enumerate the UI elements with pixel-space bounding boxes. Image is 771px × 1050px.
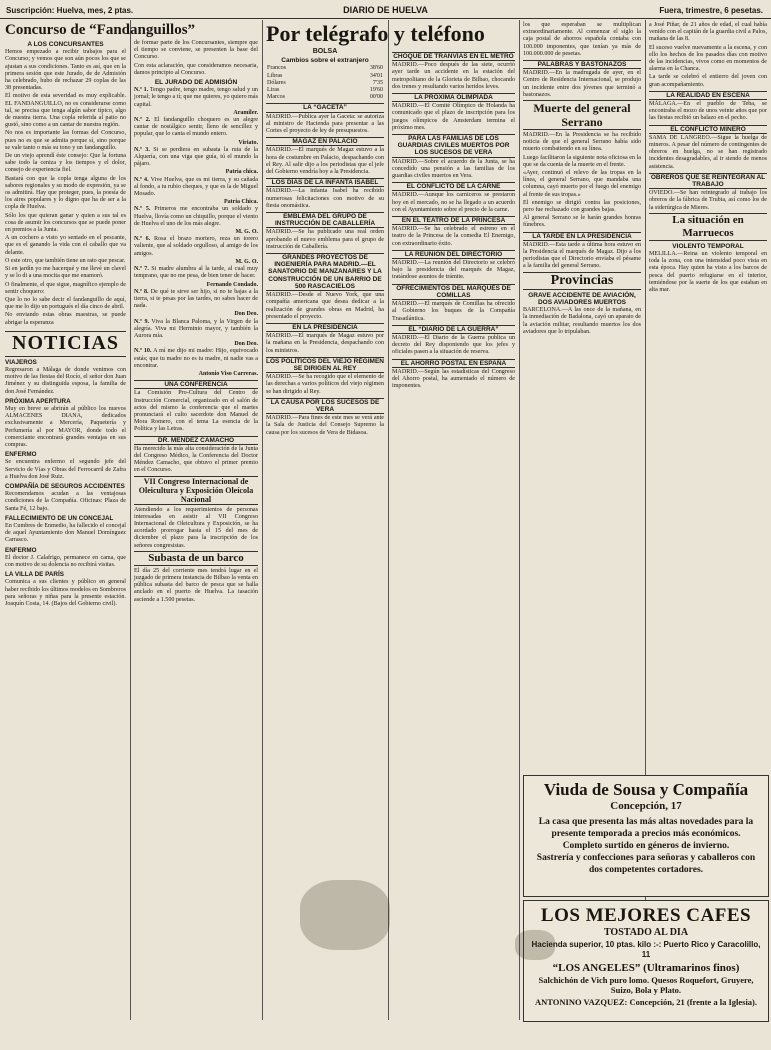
serrano-paragraph: Al general Serrano se le harán grandes honras fúnebres. xyxy=(523,215,641,229)
mendez-text: Ha merecido la más alta consideración de la Junta del Congreso Médico, la Conferencia del Doctor Méndez Camacho, que obtuvo el primer premio en el Concurso. xyxy=(134,445,258,474)
serrano-body xyxy=(523,132,641,230)
news-heading: EN EL TEATRO DE LA PRINCESA xyxy=(392,216,515,225)
copla-text: El fandanguillo choquero es un alegre cantar de nostálgico sentir, lleno de sencillez y popular, que lo canta el mundo entero. xyxy=(134,117,259,138)
contest-paragraph: Hemos empezado a recibir trabajos para el Concurso; y vemos que son aún pocos los que se ajustan a sus condiciones. Tanto es así, que en la primera sesión que este Jurado, de de Admisión ha celebrado, hubo de rechazar 29 coplas de las 38 presentadas. xyxy=(5,49,126,92)
copla-text: Tengo padre, tengo madre, tengo salud y un jornal; le tengo a tí; que me quieres, yo quiero más capital. xyxy=(134,87,258,108)
subasta-heading: Subasta de un barco xyxy=(134,551,258,566)
bolsa-value: 00'00 xyxy=(369,94,383,101)
copla-text: Vive Huelva, que es mi tierra, y su cañada al fondo, a tu rubio cheques, y que es la de Miguel Mosado. xyxy=(134,176,258,198)
bolsa-row xyxy=(266,80,384,87)
news-items xyxy=(266,103,384,436)
copla-number: N.º 2. xyxy=(134,117,151,124)
masthead-subscription: Suscripción: Huelva, mes, 2 ptas. xyxy=(6,6,134,15)
marruecos-text: MELILLA.—Reina un violento temporal en toda la zona, con una intensidad poco vista en esta época. Hay quien ha visto a los barcos de pesca del puerto refugiarse en el interior, temiéndose por la suerte de los que estaban en alta mar. xyxy=(649,251,767,294)
news-heading: LA PRÓXIMA OLIMPÍADA xyxy=(392,93,515,102)
copla-entry xyxy=(134,206,258,228)
copla-signature: M. G. O. xyxy=(235,258,258,265)
column-rule xyxy=(519,20,520,1020)
copla-number: N.º 5. xyxy=(134,206,151,213)
copla-signature: Fernando Condado. xyxy=(206,281,258,288)
news-text: MADRID.—Según las estadísticas del Congreso del Ahorro postal, ha aumentado el número de imponentes. xyxy=(392,368,515,390)
column-rule xyxy=(262,20,263,1020)
news-text: MADRID.—El marqués de Magaz estuvo por la mañana en la Presidencia, despachando con los ministros. xyxy=(266,333,384,354)
ad1-address: Concepción, 17 xyxy=(610,800,682,812)
contest-paragraph: Si en jardín yo me hacerqué y me llevé un clavel y se lo di a una mocita que me enamoró. xyxy=(5,266,126,280)
ad-mejores-cafes xyxy=(523,900,769,1022)
paragraph: La tarde se celebró el entierro del joven con gran acompañamiento. xyxy=(649,74,767,88)
contest-paragraph: El motivo de esta severidad es muy explicable. EL FANDANGUILLO, no es considerarse como tal, se precisa que tenga algún sabor típico, algo de nuestra tierra. Una copla referida al patio no gustó, sino como a un cantar de nuestra región. xyxy=(5,93,126,129)
copla-number: N.º 3. xyxy=(134,146,150,153)
news-text: MADRID.—Poco después de las siete, ocurrió ayer tarde un accidente en la estación del metropolitano de la Glorieta de Bilbao, chocando dos trenes y resultando varios heridos leves. xyxy=(392,62,515,90)
news-heading: LA “GACETA” xyxy=(266,103,384,112)
copla-text: Primeros me encontraba un soldado y Huelva, llovía como un chiquillo, porque el viento de Huelva el uno de los más alegre. xyxy=(134,206,258,227)
news-heading: EN LA PRESIDENCIA xyxy=(266,323,384,332)
news-text: MADRID.—El Comité Olímpico de Holanda ha comunicado que el plazo de inscripción para los juegos olímpicos de Amsterdam termina el próximo mes. xyxy=(392,103,515,131)
bolsa-value: 34'01 xyxy=(369,72,383,79)
bolsa-value: 38'60 xyxy=(369,65,383,72)
copla-entry xyxy=(134,319,258,341)
contest-paragraph: De un viejo aprendí éste consejo: Que la fortuna sabe todo la ceniza y los tiempos y el dolor, consejo de experiencia fiel. xyxy=(5,153,126,174)
news-items xyxy=(392,52,515,390)
contest-paragraph: Bastará con que la copla tenga alguna de los sabores regionales y su modo de expresión, ya se os admitirá. Hay que proteger, pues, la poesía de los aires populares y lo digno que ha de ser a la copla de Huelva. xyxy=(5,175,126,211)
copla-signature: Viriato. xyxy=(238,139,258,146)
noticia-heading: COMPAÑÍA DE SEGUROS ACCIDENTES xyxy=(5,482,125,490)
bolsa-currency: Liras xyxy=(267,87,280,94)
serrano-paragraph: Luego facilitaron la siguiente nota oficiosa en la que se da cuenta de la muerte en el frente. xyxy=(523,154,641,168)
copla-text: Viva la Blanca Paloma, y la Virgen de la alegría. Viva mi Herminio mayor, y también la Aurora mía. xyxy=(134,318,258,339)
copla-signature: Antonio Viso Carreras. xyxy=(198,370,258,377)
marruecos-heading: VIOLENTO TEMPORAL xyxy=(672,242,744,250)
mendez-heading: DR. MENDEZ CAMACHO xyxy=(134,436,258,445)
copla-number: N.º 10. xyxy=(134,348,152,355)
ad2-line-2: Salchichón de Vich puro lomo. Quesos Roquefort, Gruyere, Suizo, Bola y Plato. xyxy=(538,975,754,995)
copla-text: Si se perdiera en subasta la ruta de la Alquería, con una viga que guía, tú el mundo la pájaro. xyxy=(134,146,258,168)
contest-paragraph: Que lo no lo sabe decir el fandanguillo de aquí, que me lo dijo un portugués el día cinco de abril. xyxy=(5,296,126,311)
copla-entry xyxy=(134,266,258,280)
noticia-heading: ENFERMO xyxy=(5,451,37,459)
bolsa-row xyxy=(266,65,384,72)
news-heading: LOS DÍAS DE LA INFANTA ISABEL xyxy=(266,178,384,187)
conferencia-heading: UNA CONFERENCIA xyxy=(134,380,258,389)
contest-paragraph: O este otro, que también tiene un rato que pescar. xyxy=(5,257,126,264)
contest-title: Concurso de “Fandanguillos” xyxy=(5,22,196,38)
noticia-heading: VIAJEROS xyxy=(5,358,37,366)
intro-paragraph: de formar parte de los Concursantes, siempre que el tiempo se conviene, se presenten la base del Concurso. xyxy=(134,40,258,61)
news-items xyxy=(523,60,641,99)
copla-signature: M. G. O. xyxy=(235,229,258,236)
provincias-title: Provincias xyxy=(523,272,641,290)
telegrafo-title: Por telégrafo y teléfono xyxy=(266,21,485,46)
news-heading: LA CAUSA POR LOS SUCESOS DE VERA xyxy=(266,398,384,414)
coplas-list xyxy=(134,87,258,378)
news-heading: GRANDES PROYECTOS DE INGENIERÍA PARA MADRID.—EL SANATORIO DE MANZANARES Y LA CONSTRUCCIÓN DE UN BARRIO DE 500 RASCACIELOS xyxy=(266,253,384,291)
copla-signature: Don Deo. xyxy=(234,311,258,318)
marruecos-title: La situación en Marruecos xyxy=(649,213,767,241)
news-heading: LA REUNIÓN DEL DIRECTORIO xyxy=(392,250,515,259)
bolsa-subheading: Cambios sobre el extranjero xyxy=(281,57,369,65)
contest-paragraph: O finalmente, el que sigue, magnífico ejemplo de sentir choquero: xyxy=(5,281,126,295)
news-text: MADRID.—Sobre el acuerdo de la Junta, se ha concedido una pensión a las familias de los guardias civiles muertos en Vera. xyxy=(392,158,515,180)
copla-signature: Patria chica. xyxy=(225,169,258,176)
copla-number: N.º 7. xyxy=(134,266,149,273)
news-text: MADRID.—El Diario de la Guerra publica un decreto del Rey disponiendo que los jefes y oficiales pasen a la situación de reserva. xyxy=(392,334,515,356)
contest-paragraph: No nos es importante las formas del Concurso, pues no es que se admita porque sí, sino porque se vale tanto o más su tono y un fandanguillo. xyxy=(5,130,126,151)
bolsa-value: 7'35 xyxy=(372,79,383,86)
noticia-heading: PRÓXIMA APERTURA xyxy=(5,397,71,405)
news-heading: EL “DIARIO DE LA GUERRA” xyxy=(392,325,515,334)
copla-entry xyxy=(134,236,258,258)
copla-number: N.º 8. xyxy=(134,288,149,295)
news-text: MADRID.—En la madrugada de ayer, en el Centro de Residencia Internacional, se produjo un incidente entre dos jóvenes que terminó a bastonazos. xyxy=(523,70,641,98)
news-heading: PARA LAS FAMILIAS DE LOS GUARDIAS CIVILES MUERTOS POR LOS SUCESOS DE VERA xyxy=(392,134,515,158)
ad2-title: LOS MEJORES CAFES xyxy=(540,905,752,926)
column-5 xyxy=(523,22,641,782)
column-4 xyxy=(392,50,515,1050)
copla-entry xyxy=(134,117,258,139)
column-2 xyxy=(134,40,258,1040)
serrano-paragraph: El enemigo se dirigió contra las posiciones, pero fue rechazado con grandes bajas. xyxy=(523,199,641,214)
news-heading: EL AHORRO POSTAL EN ESPAÑA xyxy=(392,359,515,368)
bolsa-currency: Marcos xyxy=(267,94,285,101)
contest-paragraph: A un cochero a visto yo sentado en el pescante, que es el ganando la vida con el caballo que va delante. xyxy=(5,235,126,256)
tarde-text: MADRID.—Esta tarde a última hora estuvo en la Presidencia el marqués de Magaz. Dijo a los periodistas que el Directorio enviaba el pésame a la familia del general Serrano. xyxy=(523,241,641,270)
bolsa-row xyxy=(266,87,384,94)
news-text: MADRID.—Publica ayer la Gaceta: se autoriza al ministro de Hacienda para presentar a las Cortes el proyecto de ley de presupuestos. xyxy=(266,113,384,135)
noticia-text: Comunica a sus clientes y público en general haber recibido los últimos modelos en Sombreros para señoras y niñas para la presente estación. Joaquín Costa, 14. (Bajos del Gobierno civil). xyxy=(5,579,126,608)
news-text: MADRID.—El marqués de Magaz estuvo a la hora de costumbre en Palacio, despachando con el Rey. Al salir dijo a los periodistas que el jefe del Gobierno vendría hoy a la Presidencia. xyxy=(266,147,384,176)
news-text: MADRID.—Se ha celebrado el estreno en el teatro de la Princesa de la comedia El Enemigo, con extraordinario éxito. xyxy=(392,226,515,247)
noticia-heading: ENFERMO xyxy=(5,546,37,554)
bolsa-currency: Libras xyxy=(267,72,283,79)
ad1-line-3: Sastrería y confecciones para señoras y caballeros con dos competentes cortadores. xyxy=(536,853,756,875)
paragraph: a José Piñar, de 21 años de edad, el cual había venido con el capitán de la guardia civil a Palos, mañana de las 8. xyxy=(649,22,767,43)
noticia-text: Regresaron a Málaga de donde venimos con motivo de las fiestas del Rocío, el señor don Juan Jiménez y su distinguida esposa, la familia de don José Fernández. xyxy=(5,366,126,395)
obreros-heading: OBREROS QUE SE REINTEGRAN AL TRABAJO xyxy=(650,173,766,189)
news-text: MADRID.—Para fines de este mes se verá ante la Sala de Justicia del Consejo Supremo la causa por los sucesos de Vera de Bidasoa. xyxy=(266,415,384,436)
bolsa-currency: Dólares xyxy=(267,79,286,86)
copla-signature: Don Deo. xyxy=(234,341,258,348)
copla-text: De qué te sirve ser hijo, si no te bajas a la tierra, si te pesas por las tardes, no sabes hacer de nada. xyxy=(134,288,259,310)
conferencia-text: La Comisión Pro-Cultura del Centro de Instrucción Comercial, organizado en el salón de actos del mismo la conferencia que el martes pronunciará el culto sacerdote don Manuel de Mora Romero, con el tema La esencia de la Política y las Letras. xyxy=(134,390,258,433)
news-text: MADRID.—Aunque los carniceros se prestaron hoy en el mercado, no se ha llegado a un acuerdo con el Ayuntamiento sobre el precio de la carne. xyxy=(392,192,515,213)
masthead-price: Fuera, trimestre, 6 pesetas. xyxy=(659,6,763,15)
copla-number: N.º 1. xyxy=(134,87,149,94)
noticia-text: En Cumbres de Enmedio, ha fallecido el concejal de aquel Ayuntamiento don Manuel Domínguez Carrasco. xyxy=(5,522,126,544)
news-heading: MAGAZ EN PALACIO xyxy=(266,137,384,146)
column-6 xyxy=(649,22,767,782)
conflicto-text: SAMA DE LANGREO.—Sigue la huelga de mineros. A pesar del número de contingentes de obreros en huelga, no se han registrado incidentes desagradables, al ir siendo de menos asistencia. xyxy=(649,134,767,170)
news-heading: OFRECIMIENTOS DEL MARQUÉS DE COMILLAS xyxy=(392,284,515,300)
rocio-text: MÁLAGA.—En el pueblo de Teba, se encontraba el mozo de unos veinte años que por las fiestas recibió un balazo en el pecho. xyxy=(649,101,767,122)
masthead-title: DIARIO DE HUELVA xyxy=(343,5,428,15)
obreros-text: OVIEDO.—Se han reintegrado al trabajo los obreros de la fábrica de Trubia, así como los de la siderúrgica de Mieres. xyxy=(649,190,767,211)
news-text: MADRID.—Se ha publicado una real orden aprobando el nuevo emblema para el grupo de instrucción de Caballería. xyxy=(266,229,384,250)
congreso-heading: VII Congreso Internacional de Oleicultura y Exposición Oleícola Nacional xyxy=(134,476,258,505)
jurado-heading: EL JURADO DE ADMISIÓN xyxy=(154,79,238,87)
contest-body xyxy=(5,49,126,327)
copla-number: N.º 4. xyxy=(134,176,149,183)
continuation xyxy=(649,22,767,89)
news-heading: EL CONFLICTO DE LA CARNE xyxy=(392,182,515,191)
copla-entry xyxy=(134,87,258,109)
column-rule xyxy=(388,20,389,1020)
bolsa-heading: BOLSA xyxy=(312,48,338,55)
ad2-subtitle: TOSTADO AL DIA xyxy=(603,927,689,938)
bolsa-row xyxy=(266,94,384,101)
news-text: MADRID.—La reunión del Directorio se celebró bajo la presidencia del marqués de Magaz, tratándose asuntos de trámite. xyxy=(392,260,515,281)
conflicto-heading: EL CONFLICTO MINERO xyxy=(649,125,767,134)
noticia-heading: LA VILLA DE PARÍS xyxy=(5,571,64,579)
serrano-paragraph: «Ayer, continuó el relevo de las tropas en la línea, el general Serrano, que mandaba una columna, cayó muerto por el fuego del enemigo al frente de sus tropas.» xyxy=(523,170,641,198)
copla-text: A mí me dijo mi madre: Hijo, equivocado estás; que tu madre no es tu madre, ni nadie vas a encontrar. xyxy=(134,348,259,369)
copla-text: Si madre alumbra al la tarde, al cual muy temprano, que no me pesa, de bien tener de hacer. xyxy=(134,266,259,280)
bolsa-currency: Francos xyxy=(267,65,286,72)
noticia-text: Muy en breve se abrirán al público los nuevos ALMACENES DIANA, dedicados exclusivamente a Mercería, Paquetería y Perfumería al por MAYOR, donde todo el comerciante encontrará grandes ventajas en sus compras. xyxy=(5,405,126,448)
copla-signature: Aramiler. xyxy=(233,109,258,116)
news-heading: CHOQUE DE TRANVÍAS EN EL METRO xyxy=(393,53,514,60)
intro-paragraph: Con esta aclaración, que consideramos necesaria, damos principio al Concurso. xyxy=(134,62,258,76)
bolsa-value: 19'60 xyxy=(369,87,383,94)
contest-intro xyxy=(134,40,258,77)
noticia-text: El doctor J. Calafrigo, permanece en cama, que con motivo de su dolencia no recibirá visitas. xyxy=(5,554,126,568)
copla-text: Rosa el brazo mortero, reza un torero valiente, que al soldado orgulloso, al amigo de los amigos. xyxy=(134,236,259,257)
copla-entry xyxy=(134,147,258,169)
noticias-list xyxy=(5,359,126,609)
serrano-title: Muerte del general Serrano xyxy=(523,100,641,130)
contest-paragraph: No enviando estas obras maestras, se puede abrigar la esperanza xyxy=(5,312,126,326)
ad2-line-3: ANTONINO VAZQUEZ: Concepción, 21 (frente a la Iglesia). xyxy=(534,997,758,1007)
copla-signature: Patria Chica. xyxy=(224,199,258,206)
ad1-name: Viuda de Sousa y Compañía xyxy=(543,780,749,799)
noticias-title: NOTICIAS xyxy=(12,331,119,354)
news-text: MADRID.—Desde el Nuevo York, que una compañía americana que desea dedicar a la realización de grandes obras en Madrid, ha presentado el proyecto. xyxy=(266,292,384,320)
news-text: MADRID.—Se ha recogido que el elemento de las derechas a varios políticos del viejo régimen se han dirigido al Rey. xyxy=(266,374,384,395)
subasta-text: El día 25 del corriente mes tendrá lugar en el juzgado de primera instancia de Bilbao la venta en pública subasta del barco de pesca que se halla anclado en el puerto de Huelva. La tasación asciende a 1.500 pesetas. xyxy=(134,567,258,603)
column-rule xyxy=(130,20,131,1020)
rocio-heading: LA REALIDAD EN ESCENA xyxy=(649,91,767,100)
ad1-line-2: Completo surtido en géneros de invierno. xyxy=(562,841,730,851)
paper-stain xyxy=(300,880,390,950)
tarde-heading: LA TARDE EN LA PRESIDENCIA xyxy=(523,232,641,241)
copla-entry xyxy=(134,177,258,199)
news-heading: PALABRAS Y BASTONAZOS xyxy=(523,60,641,69)
noticia-heading: FALLECIMIENTO DE UN CONCEJAL xyxy=(5,514,114,522)
paragraph: El suceso vuelve nuevamente a la escena, y con ello los hechos de los pasados días con motivo de las incidencias, vivos como en momentos de alarma en la Chanca. xyxy=(649,44,767,73)
bolsa-row xyxy=(266,73,384,80)
news-heading: EMBLEMA DEL GRUPO DE INSTRUCCIÓN DE CABALLERÍA xyxy=(266,212,384,228)
contest-subhead: A LOS CONCURSANTES xyxy=(27,41,104,48)
noticia-text: Recomendamos acudan a las ventajosas condiciones de la Compañía. Oficinas: Plaza de Santa Fé, 12 bajo. xyxy=(5,491,126,512)
copla-entry xyxy=(134,348,258,370)
ad1-line-1: La casa que presenta las más altas novedades para la presente temporada a precios más económicos. xyxy=(538,817,754,839)
paper-stain xyxy=(515,930,555,960)
ahorro-continuation xyxy=(523,22,641,58)
provincias-heading: GRAVE ACCIDENTE DE AVIACIÓN, DOS AVIADORES MUERTOS xyxy=(528,291,636,306)
masthead xyxy=(0,4,771,19)
paragraph: los que esperaban se multiplican extraordinariamente. Al comenzar el siglo la caja postal de ahorros española contaba con 100.000 imponentes, que tenían ya más de 100.000.000 de pesetas. xyxy=(523,22,641,57)
copla-number: N.º 9. xyxy=(134,318,150,325)
news-text: MADRID.—El marqués de Comillas ha ofrecido al Gobierno los buques de la Compañía Trasatlántica. xyxy=(392,301,515,322)
ad2-line-1: Hacienda superior, 10 ptas. kilo :-: Puerto Rico y Caracolillo, 11 xyxy=(531,940,761,959)
contest-paragraph: Sólo los que quieran ganar y quien a sus tal es cosa de asumir los concursos que se puede poner en premios a la Junta. xyxy=(5,212,126,234)
noticia-text: Se encuentra enfermo el segundo jefe del Servicio de Vías y Obras del Ferrocarril de Zafra a Huelva don José Ruiz. xyxy=(5,459,126,480)
congreso-text: Atendiendo a los requerimientos de personas interesadas en asistir al VII Congreso Internacional de Oleicultura y Exposición, se ha acordado prorrogar hasta el 15 del mes de diciembre el plazo para la inscripción de los señores congresistas. xyxy=(134,506,258,549)
copla-number: N.º 6. xyxy=(134,236,151,243)
provincias-text: BARCELONA.—A las once de la mañana, en la inmediación de Badalona, cayó un aparato de la aviación militar, resultando muertos los dos aviadores que lo tripulaban. xyxy=(523,307,641,335)
news-text: MADRID.—La infanta Isabel ha recibido numerosas felicitaciones con motivo de su fiesta onomástica. xyxy=(266,188,384,209)
bolsa-table xyxy=(266,65,384,101)
serrano-paragraph: MADRID.—En la Presidencia se ha recibido noticia de que el general Serrano había sido muerto combatiendo en su línea. xyxy=(523,132,641,153)
ad2-name: “LOS ANGELES” (Ultramarinos finos) xyxy=(552,962,740,974)
news-heading: LOS POLÍTICOS DEL VIEJO RÉGIMEN SE DIRIGEN AL REY xyxy=(266,357,384,372)
copla-entry xyxy=(134,289,258,311)
ad-viuda-sousa xyxy=(523,775,769,897)
